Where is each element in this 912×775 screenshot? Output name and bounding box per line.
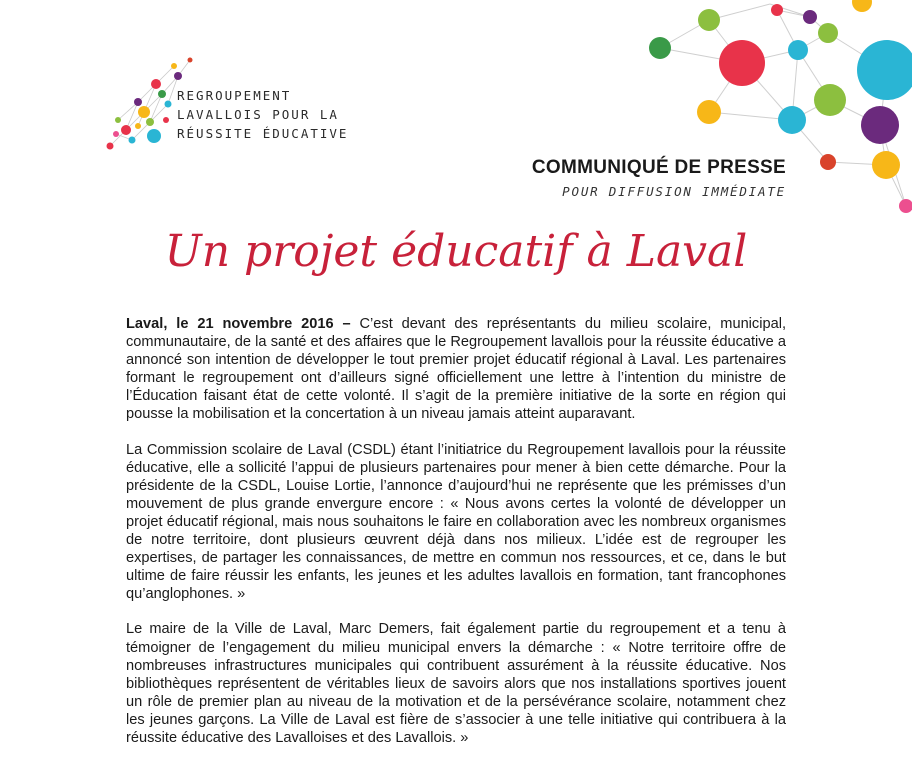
logo-text (177, 86, 348, 143)
article-body (126, 315, 786, 764)
headline: Un projet éducatif à Laval (164, 226, 748, 277)
logo-line-1: REGROUPEMENT (177, 88, 292, 103)
logo-line-3: RÉUSSITE ÉDUCATIVE (177, 126, 349, 141)
logo-line-2: LAVALLOIS POUR LA (177, 107, 339, 122)
dateline: Laval, le 21 novembre 2016 – (126, 316, 351, 332)
press-release-subtitle: POUR DIFFUSION IMMÉDIATE (562, 184, 786, 199)
paragraph-1 (126, 315, 786, 424)
paragraph-1-text: C’est devant des représentants du milieu scolaire, municipal, communautaire, de la santé et des affaires que le Regroupement lavallois pour la réussite éducative a annoncé son intention de développer le tout premier projet éducatif régional à Laval. Les partenaires formant le regroupement ont d’ailleurs signé officiellement une lettre à l’intention du ministre de l’Éducation faisant état de cette volonté. Il s’agit de la première initiative de la sorte en région qui pousse la mobilisation et la concertation à un niveau jamais atteint auparavant. (126, 316, 786, 423)
paragraph-3: Le maire de la Ville de Laval, Marc Demers, fait également partie du regroupement et a tenu à témoigner de l’engagement du milieu municipal envers la démarche : « Notre territoire offre de nombreuses infrastructures municipales qui contribuent assurément à la réussite éducative. Nos bibliothèques représentent de véritables lieux de savoirs alors que nos installations sportives jouent un rôle de premier plan au niveau de la motivation et de la persévérance scolaire, notamment chez les jeunes garçons. La Ville de Laval est fière de s’associer à une telle initiative qui contribuera à la réussite éducative des Lavalloises et des Lavallois. » (126, 621, 786, 746)
paragraph-2: La Commission scolaire de Laval (CSDL) étant l’initiatrice du Regroupement lavallois pour la réussite éducative, elle a sollicité l’appui de plusieurs partenaires pour mener à bien cette démarche. Pour la présidente de la CSDL, Louise Lortie, l’annonce d’aujourd’hui ne représente que les prémisses d’un mouvement de plus grande envergure encore : « Nous avons certes la volonté de développer un projet éducatif régional, mais nous souhaitons le faire en collaboration avec les nombreux organismes de notre territoire, dont plusieurs œuvrent déjà dans nos milieux. L’idée est de regrouper les expertises, de partager les connaissances, de mettre en commun nos ressources, et ce, dans le but ultime de faire réussir les enfants, les jeunes et les adultes lavallois en formation, tant francophones qu’anglophones. » (126, 441, 786, 603)
press-release-title: COMMUNIQUÉ DE PRESSE (531, 157, 786, 178)
